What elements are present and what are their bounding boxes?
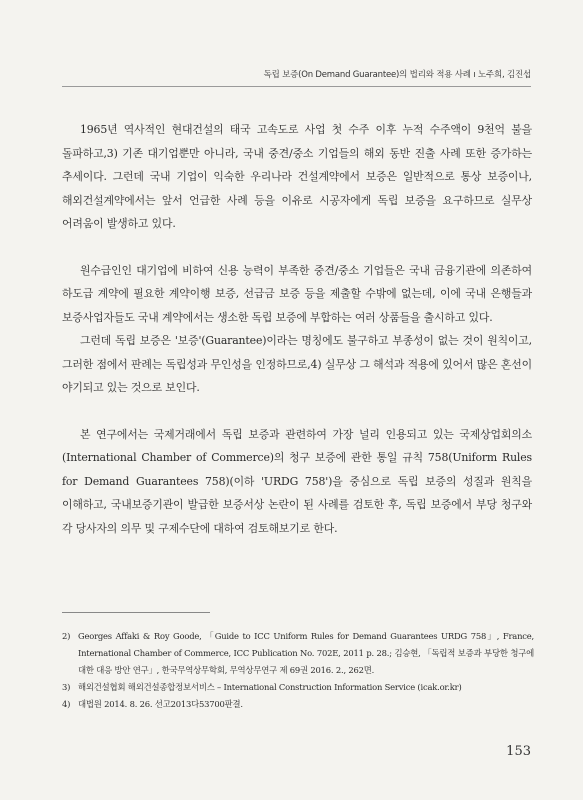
footnote-number: 4) [62,699,71,709]
paragraph-4: 본 연구에서는 국제거래에서 독립 보증과 관련하여 가장 널리 인용되고 있는 국제상업회의소(International Chamber of Commerce)의 청구 보증에 관한 통일 규칙 758(Uniform Rules for Demand Guarantees 758)(이하 'URDG 758')을 중심으로 독립 보증의 성질과 원칙을 이해하고, 국내보증기관이 발급한 보증서상 논란이 된 사례를 검토한 후, 독립 보증에서 부당 청구와 각 당사자의 의무 및 구제수단에 대하여 검토해보기로 한다. [62,427,532,535]
footnote-4 [62,696,534,713]
footnote-text: 해외건설협회 해외건설종합정보서비스 – International Construction Information Service (icak.or.kr) [78,682,462,692]
paragraph-2: 원수급인인 대기업에 비하여 신용 능력이 부족한 중견/중소 기업들은 국내 금융기관에 의존하여 하도급 계약에 필요한 계약이행 보증, 선급금 보증 등을 제출할 수밖에 없는데, 이에 국내 은행들과 보증사업자들도 국내 계약에서는 생소한 독립 보증에 부합하는 여러 상품들을 출시하고 있다. [62,263,532,324]
footnote-text: 대법원 2014. 8. 26. 선고2013다53700판결. [78,699,243,709]
footnote-3 [62,679,534,696]
footnote-text: Georges Affaki & Roy Goode, 「Guide to ICC Uniform Rules for Demand Guarantees URDG 758」, France, International Chamber of Commerce, ICC Publication No. 702E, 2011 p. 28.; 김승현, 「독립적 보증과 부당한 청구에 대한 대응 방안 연구」, 한국무역상무학회, 무역상무연구 제 69권 2016. 2., 262면. [78,631,534,675]
footnote-number: 2) [62,631,71,641]
running-title: 독립 보증(On Demand Guarantee)의 법리와 적용 사례 ı 노주희, 김진섭 [263,70,531,80]
paragraph-1: 1965년 역사적인 현대건설의 태국 고속도로 사업 첫 수주 이후 누적 수주액이 9천억 불을 돌파하고,3) 기존 대기업뿐만 아니라, 국내 중견/중소 기업들의 해외 동반 진출 사례 또한 증가하는 추세이다. 그런데 국내 기업이 익숙한 우리나라 건설계약에서 보증은 일반적으로 통상 보증이나, 해외건설계약에서는 앞서 언급한 사례 등을 이유로 시공자에게 독립 보증을 요구하므로 실무상 어려움이 발생하고 있다. [62,123,532,230]
body-text [62,118,532,540]
footnote-number: 3) [62,682,71,692]
running-header [62,68,531,87]
footnote-separator [62,612,210,613]
page-number: 153 [506,744,531,759]
footnote-2 [62,628,534,679]
footnotes [62,628,534,713]
paragraph-3: 그런데 독립 보증은 '보증'(Guarantee)이라는 명칭에도 불구하고 부종성이 없는 것이 원칙이고, 그러한 점에서 판례는 독립성과 무인성을 인정하므로,4) 실무상 그 해석과 적용에 있어서 많은 혼선이 야기되고 있는 것으로 보인다. [62,334,532,394]
